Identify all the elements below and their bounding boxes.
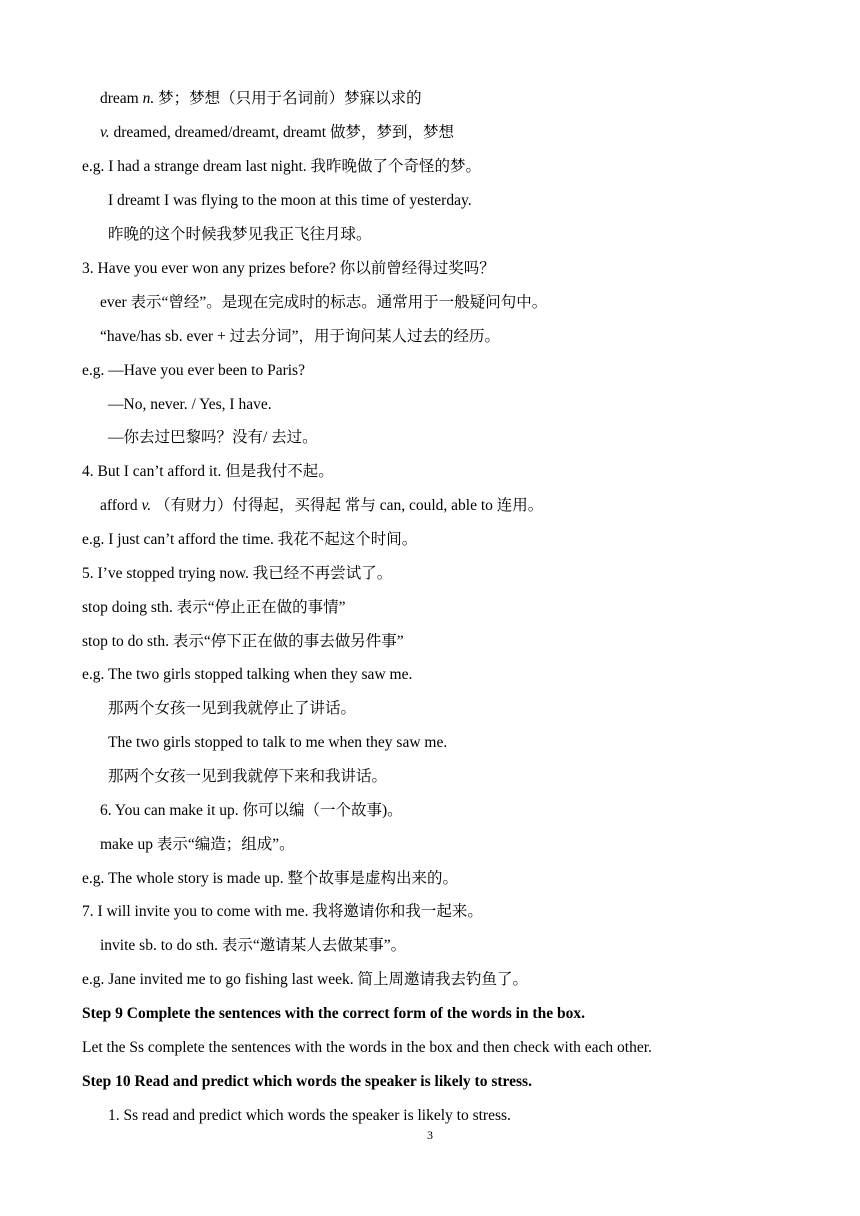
text-line: 昨晚的这个时候我梦见我正飞往月球。 [108,226,372,243]
text-line: e.g. I had a strange dream last night. 我昨晚做了个奇怪的梦。 [82,158,482,175]
text-line: make up 表示“编造；组成”。 [100,836,295,853]
text-line: 那两个女孩一见到我就停下来和我讲话。 [108,768,388,785]
text-line: —No, never. / Yes, I have. [108,396,272,413]
step-heading: Step 10 Read and predict which words the speaker is likely to stress. [82,1073,532,1090]
text-line: —你去过巴黎吗？没有/ 去过。 [108,429,318,446]
text-line: 3. Have you ever won any prizes before? 你以前曾经得过奖吗？ [82,260,495,277]
text-line: 7. I will invite you to come with me. 我将邀请你和我一起来。 [82,903,483,920]
text-line: e.g. The two girls stopped talking when they saw me. [82,666,413,683]
step-heading: Step 9 Complete the sentences with the correct form of the words in the box. [82,1005,585,1022]
text-line: e.g. —Have you ever been to Paris? [82,362,305,379]
page-number: 3 [427,1128,433,1142]
text-line: e.g. I just can’t afford the time. 我花不起这个时间。 [82,531,418,548]
text-line: 6. You can make it up. 你可以编（一个故事)。 [100,802,403,819]
text-line: I dreamt I was flying to the moon at this time of yesterday. [108,192,472,209]
text-line: stop to do sth. 表示“停下正在做的事去做另件事” [82,633,404,650]
text-line: stop doing sth. 表示“停止正在做的事情” [82,599,346,616]
text-line: v. dreamed, dreamed/dreamt, dreamt 做梦，梦到，梦想 [100,124,454,141]
text-line: 5. I’ve stopped trying now. 我已经不再尝试了。 [82,565,393,582]
text-line: e.g. Jane invited me to go fishing last week. 简上周邀请我去钓鱼了。 [82,971,528,988]
text-line: 4. But I can’t afford it. 但是我付不起。 [82,463,334,480]
text-line: “have/has sb. ever + 过去分词”，用于询问某人过去的经历。 [100,328,501,345]
text-line: invite sb. to do sth. 表示“邀请某人去做某事”。 [100,937,407,954]
text-line: dream n. 梦；梦想（只用于名词前）梦寐以求的 [100,90,422,107]
text-line: afford v. （有财力）付得起，买得起 常与 can, could, able to 连用。 [100,497,544,514]
list-item: 1. Ss read and predict which words the speaker is likely to stress. [108,1107,511,1124]
text-line: e.g. The whole story is made up. 整个故事是虚构出来的。 [82,870,458,887]
text-line: ever 表示“曾经”。是现在完成时的标志。通常用于一般疑问句中。 [100,294,548,311]
text-line: 那两个女孩一见到我就停止了讲话。 [108,700,357,717]
text-line: Let the Ss complete the sentences with the words in the box and then check with each other. [82,1039,652,1056]
text-line: The two girls stopped to talk to me when they saw me. [108,734,448,751]
